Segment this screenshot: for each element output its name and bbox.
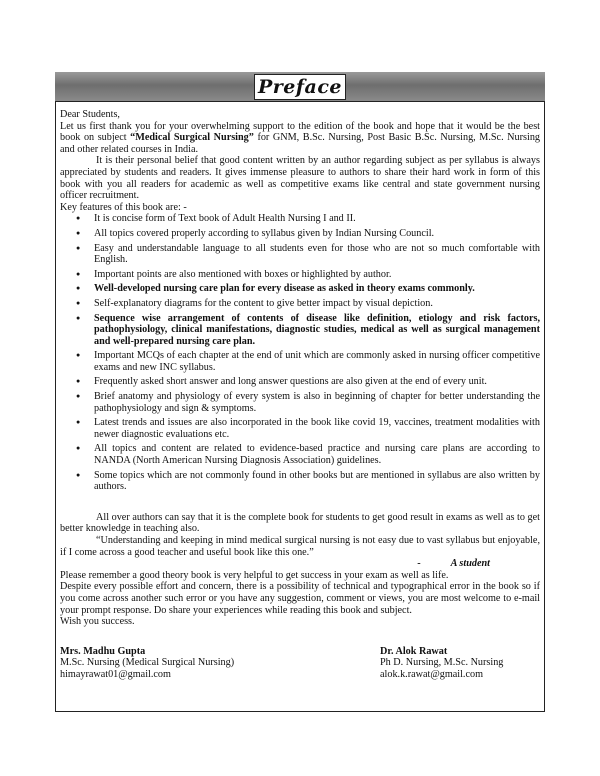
intro-text-end: for GNM, B.Sc. Nursing, Post Basic B.Sc. Nursing, M.Sc. Nursing and other related courses in India.: [60, 132, 541, 155]
belief-paragraph: It is their personal belief that good content written by an author regarding subject as per syllabus is always appreciated by students and readers. It gives immense pleasure to authors to share their hard work in form of this book with you all readers for academic as well as competitive exams like central and state government nursing officer recruitment.: [60, 155, 540, 202]
author-name: Mrs. Madhu Gupta: [60, 645, 146, 657]
author-signatures: [60, 646, 540, 681]
feature-item: ● Sequence wise arrangement of contents of disease like definition, etiology and risk factors, pathophysiology, clinical manifestations, diagnostic studies, medical as well as surgical management and well-prepared nursing care plan.: [94, 313, 540, 348]
features-heading: Key features of this book are: -: [60, 201, 187, 213]
advice-paragraph: Please remember a good theory book is very helpful to get success in your exam as well as life.: [60, 569, 449, 581]
features-list: [60, 213, 540, 492]
author-email: alok.k.rawat@gmail.com: [380, 668, 484, 680]
preface-body: [60, 109, 540, 681]
feature-item: ● Self-explanatory diagrams for the content to give better impact by visual depiction.: [94, 298, 540, 310]
feature-item: ● It is concise form of Text book of Adult Health Nursing I and II.: [94, 213, 540, 225]
feature-item: ● Important MCQs of each chapter at the end of unit which are commonly asked in nursing officer competitive exams and new INC syllabus.: [94, 350, 540, 373]
feature-item: ● Frequently asked short answer and long answer questions are also given at the end of every unit.: [94, 376, 540, 388]
author-block: [380, 646, 540, 681]
closing-line: Wish you success.: [60, 616, 135, 628]
author-block: [60, 646, 280, 681]
author-qualification: M.Sc. Nursing (Medical Surgical Nursing): [60, 657, 235, 669]
feature-item: ● Brief anatomy and physiology of every system is also in beginning of chapter for better understanding the pathophysiology and sign & symptoms.: [94, 391, 540, 414]
feature-item: ● Well-developed nursing care plan for every disease as asked in theory exams commonly.: [94, 283, 540, 295]
errata-paragraph: Despite every possible effort and concern, there is a possibility of technical and typographical error in the book so if you come across another such error or you have any suggestion, comment or views, you are most welcome to e-mail your prompt response. Do share your experiences while reading this book and subject.: [60, 581, 540, 616]
author-name: Dr. Alok Rawat: [380, 645, 448, 657]
student-quote: “Understanding and keeping in mind medical surgical nursing is not easy due to vast syllabus but enjoyable, if I come across a good teacher and useful book like this one.”: [60, 535, 540, 558]
page-title: Preface: [254, 74, 346, 100]
quote-author: A student: [450, 558, 490, 570]
feature-item: ● All topics covered properly according to syllabus given by Indian Nursing Council.: [94, 228, 540, 240]
author-email: himayrawat01@gmail.com: [60, 668, 171, 680]
intro-paragraph: [60, 121, 540, 156]
summary-paragraph: All over authors can say that it is the complete book for students to get good result in exams as well as to get better knowledge in teaching also.: [60, 511, 540, 535]
feature-item: ● Some topics which are not commonly found in other books but are mentioned in syllabus are also written by authors.: [94, 470, 540, 493]
intro-text: Let us first thank you for your overwhelming support to the edition of the book and hope that it would be the best book on subject: [60, 120, 540, 144]
feature-item: ● All topics and content are related to evidence-based practice and nursing care plans are according to NANDA (North American Nursing Diagnosis Association) guidelines.: [94, 443, 540, 466]
feature-item: ● Latest trends and issues are also incorporated in the book like covid 19, vaccines, treatment modalities with newer diagnostic evaluations etc.: [94, 417, 540, 440]
feature-item: ● Important points are also mentioned with boxes or highlighted by author.: [94, 269, 540, 281]
greeting: Dear Students,: [60, 109, 120, 120]
feature-item: ● Easy and understandable language to all students even for those who are not so much comfortable with English.: [94, 243, 540, 266]
author-qualification: Ph D. Nursing, M.Sc. Nursing: [380, 657, 504, 669]
quote-attribution: [60, 558, 540, 570]
quote-dash: -: [417, 558, 421, 570]
book-subject: “Medical Surgical Nursing”: [130, 132, 254, 144]
